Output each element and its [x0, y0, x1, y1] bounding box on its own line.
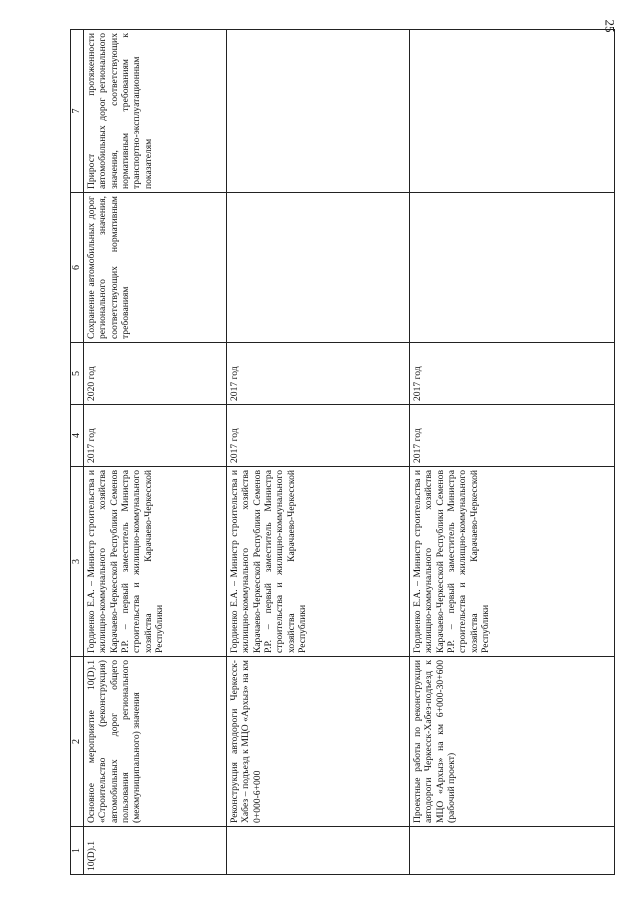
responsible: Гордиенко Е.А. – Министр строительства и жилищно-коммунального хозяйства Карачаево-Черкесской Республики Семенов Р.Р. – первый заместитель Министра строительства и жилищно-коммунального хозяйства Карачаево-Черкесской Республики: [410, 467, 615, 657]
table-row: [410, 30, 615, 875]
page-number: 25: [602, 19, 618, 33]
col-header-4: 4: [71, 405, 84, 467]
start-year: 2017 год: [84, 405, 227, 467]
row-number: [227, 827, 410, 875]
table-row: [84, 30, 227, 875]
col-header-5: 5: [71, 343, 84, 405]
header-row: [71, 30, 84, 875]
measure-name: Реконструкция автодороги Черкесск-Хабез – подъезд к МЦО «Архыз» на км 0+000-6+000: [227, 657, 410, 827]
indicator: Прирост протяженности автомобильных дорог регионального значения, соответствующих нормативным требованиям к транспортно-эксплуатационным показателям: [84, 30, 227, 193]
row-number: 10(D).1: [84, 827, 227, 875]
start-year: 2017 год: [410, 405, 615, 467]
rotated-page: [70, 30, 610, 875]
expected-result: [227, 193, 410, 343]
col-header-3: 3: [71, 467, 84, 657]
measure-name: Проектные работы по реконструкции автодороги Черкесск-Хабез-подъезд к МЦО «Архыз» на км 6+000-30+600 (рабочий проект): [410, 657, 615, 827]
row-number: [410, 827, 615, 875]
table-row: [227, 30, 410, 875]
end-year: 2017 год: [410, 343, 615, 405]
col-header-2: 2: [71, 657, 84, 827]
expected-result: Сохранение автомобильных дорог регионального значения, соответствующих нормативным требованиям: [84, 193, 227, 343]
col-header-1: 1: [71, 827, 84, 875]
start-year: 2017 год: [227, 405, 410, 467]
indicator: [410, 30, 615, 193]
measure-name: Основное мероприятие 10(D).1 «Строительство (реконструкция) автомобильных дорог общего пользования регионального (межмуниципального) значения: [84, 657, 227, 827]
responsible: Гордиенко Е.А. – Министр строительства и жилищно-коммунального хозяйства Карачаево-Черкесской Республики Семенов Р.Р. – первый заместитель Министра строительства и жилищно-коммунального хозяйства Карачаево-Черкесской Республики: [84, 467, 227, 657]
col-header-7: 7: [71, 30, 84, 193]
responsible: Гордиенко Е.А. – Министр строительства и жилищно-коммунального хозяйства Карачаево-Черкесской Республики Семенов Р.Р. – первый заместитель Министра строительства и жилищно-коммунального хозяйства Карачаево-Черкесской Республики: [227, 467, 410, 657]
measures-table: [70, 29, 615, 875]
end-year: 2017 год: [227, 343, 410, 405]
expected-result: [410, 193, 615, 343]
indicator: [227, 30, 410, 193]
col-header-6: 6: [71, 193, 84, 343]
end-year: 2020 год: [84, 343, 227, 405]
